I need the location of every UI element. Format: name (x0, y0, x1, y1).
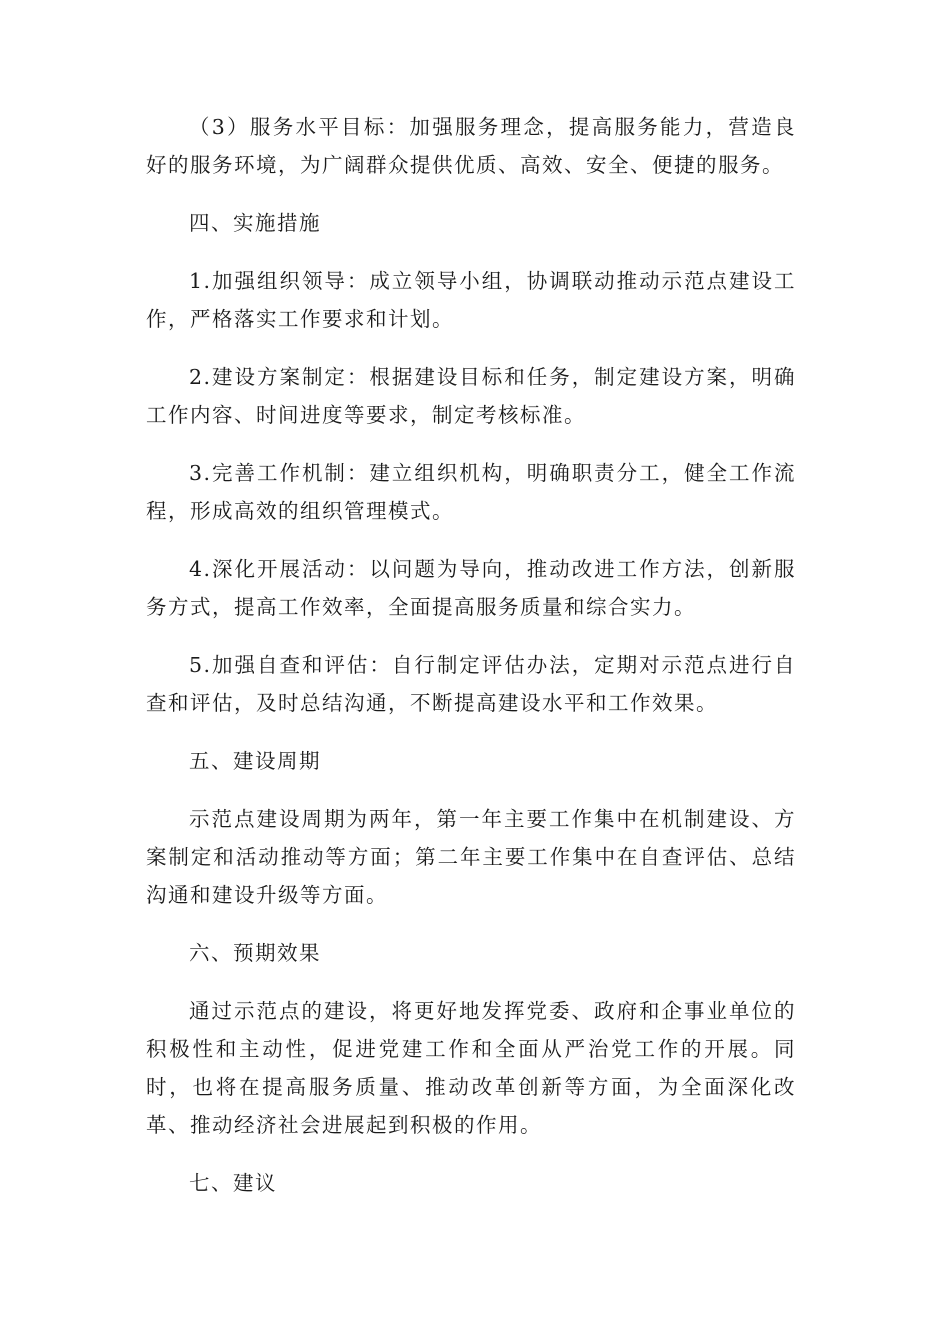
construction-period-paragraph: 示范点建设周期为两年，第一年主要工作集中在机制建设、方案制定和活动推动等方面；第二年主要工作集中在自查评估、总结沟通和建设升级等方面。 (146, 807, 796, 907)
section-heading-expected-effects: 六、预期效果 (189, 941, 321, 965)
measure-1-paragraph: 1.加强组织领导：成立领导小组，协调联动推动示范点建设工作，严格落实工作要求和计划。 (146, 269, 796, 331)
section-heading-suggestions: 七、建议 (189, 1171, 277, 1195)
measure-2-paragraph: 2.建设方案制定：根据建设目标和任务，制定建设方案，明确工作内容、时间进度等要求，制定考核标准。 (146, 365, 796, 427)
section-heading-construction-period: 五、建设周期 (189, 749, 321, 773)
measure-5-paragraph: 5.加强自查和评估：自行制定评估办法，定期对示范点进行自查和评估，及时总结沟通，不断提高建设水平和工作效果。 (146, 653, 796, 715)
section-heading-implementation-measures: 四、实施措施 (189, 211, 321, 235)
measure-3-paragraph: 3.完善工作机制：建立组织机构，明确职责分工，健全工作流程，形成高效的组织管理模式。 (146, 461, 796, 523)
measure-4-paragraph: 4.深化开展活动：以问题为导向，推动改进工作方法，创新服务方式，提高工作效率，全面提高服务质量和综合实力。 (146, 557, 796, 619)
expected-effects-paragraph: 通过示范点的建设，将更好地发挥党委、政府和企事业单位的积极性和主动性，促进党建工作和全面从严治党工作的开展。同时，也将在提高服务质量、推动改革创新等方面，为全面深化改革、推动经济社会进展起到积极的作用。 (146, 999, 796, 1137)
service-level-goal-paragraph: （3）服务水平目标：加强服务理念，提高服务能力，营造良好的服务环境，为广阔群众提供优质、高效、安全、便捷的服务。 (146, 115, 796, 177)
document-body (146, 108, 796, 1222)
